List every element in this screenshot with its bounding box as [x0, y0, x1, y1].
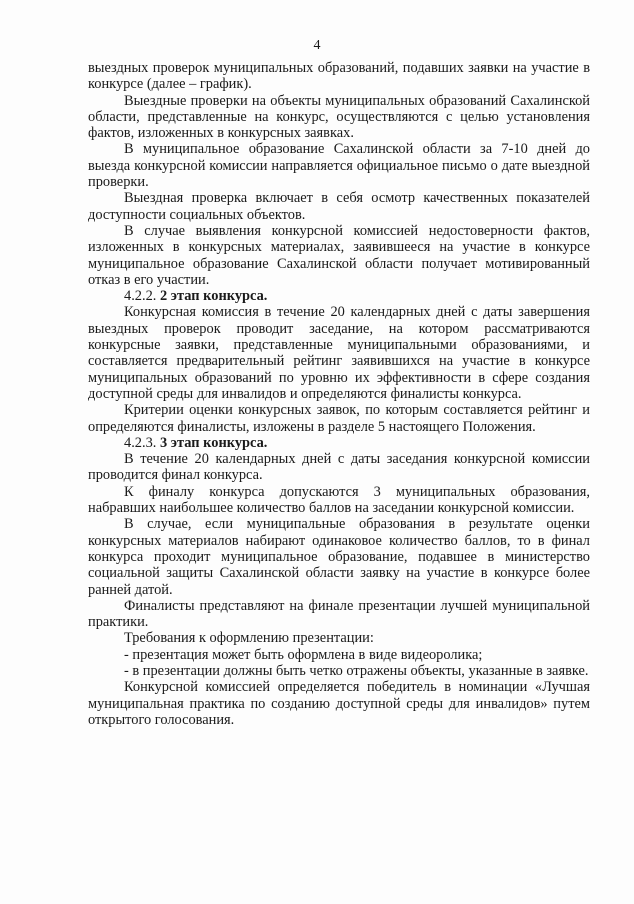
paragraph: В течение 20 календарных дней с даты заседания конкурсной комиссии проводится финал конкурса. [88, 451, 590, 484]
paragraph: Критерии оценки конкурсных заявок, по которым составляется рейтинг и определяются финалисты, изложены в разделе 5 настоящего Положения. [88, 402, 590, 435]
section-title: 2 этап конкурса. [160, 288, 268, 305]
list-item: - в презентации должны быть четко отражены объекты, указанные в заявке. [124, 662, 589, 679]
paragraph: Финалисты представляют на финале презентации лучшей муниципальной практики. [88, 597, 590, 631]
section-heading [88, 288, 590, 304]
paragraph: В муниципальное образование Сахалинской области за 7-10 дней до выезда конкурсной комиссии направляется официальное письмо о дате выездной проверки. [88, 141, 590, 191]
paragraph: выездных проверок муниципальных образований, подавших заявки на участие в конкурсе (далее – график). [88, 60, 590, 93]
section-title: 3 этап конкурса. [160, 434, 268, 451]
paragraph: Требования к оформлению презентации: [124, 630, 374, 647]
paragraph: Выездная проверка включает в себя осмотр качественных показателей доступности социальных объектов. [88, 190, 590, 223]
paragraph: Конкурсной комиссией определяется победитель в номинации «Лучшая муниципальная практика по созданию доступной среды для инвалидов» путем открытого голосования. [88, 679, 590, 728]
paragraph: Выездные проверки на объекты муниципальных образований Сахалинской области, представленные на конкурс, осуществляются с целью установления фактов, изложенных в конкурсных заявках. [88, 92, 590, 142]
paragraph: Конкурсная комиссия в течение 20 календарных дней с даты завершения выездных проверок проводит заседание, на котором рассматриваются конкурсные заявки, представленные муниципальными образованиями, и составляется предварительный рейтинг заявившихся на участие в конкурсе муниципальных образований по уровню их эффективности в сфере создания доступной среды для инвалидов и определяются финалисты конкурса. [88, 304, 590, 402]
section-number: 4.2.2. [124, 288, 157, 305]
section-number: 4.2.3. [124, 434, 157, 451]
paragraph: В случае, если муниципальные образования в результате оценки конкурсных материалов набирают одинаковое количество баллов, то в финал конкурса проходит муниципальное образование, подавшее в министерство социальной защиты Сахалинской области заявку на участие в конкурсе более ранней датой. [88, 516, 590, 598]
list-item: - презентация может быть оформлена в виде видеоролика; [124, 646, 483, 663]
document-body [88, 60, 590, 728]
paragraph: В случае выявления конкурсной комиссией недостоверности фактов, изложенных в конкурсных материалах, заявившееся на участие в конкурсе муниципальное образование Сахалинской области получает мотивированный отказ в его участии. [88, 222, 590, 288]
paragraph: К финалу конкурса допускаются 3 муниципальных образования, набравших наибольшее количество баллов на заседании конкурсной комиссии. [88, 483, 590, 517]
section-heading [88, 435, 590, 451]
page-number: 4 [313, 38, 321, 53]
